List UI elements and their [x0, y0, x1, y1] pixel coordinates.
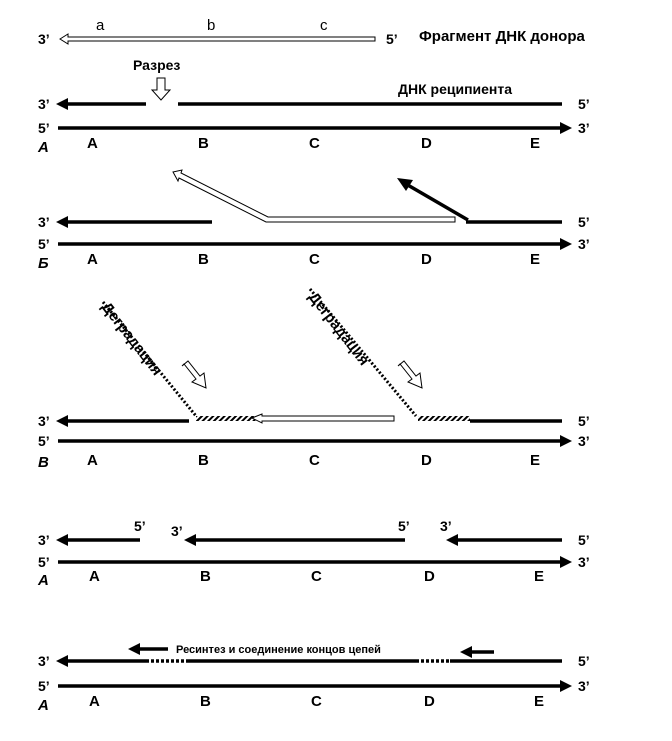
- degradation-label-right: Деградация: [304, 288, 373, 369]
- panel-a-cut: [37, 57, 590, 156]
- end-5-bottom-left: 5’: [38, 554, 50, 570]
- locus-b: B: [200, 693, 211, 710]
- end-5-segment-1: 5’: [134, 518, 146, 534]
- locus-d: D: [424, 568, 435, 585]
- donor-mark-c: c: [320, 17, 328, 34]
- end-3-top-left: 3’: [38, 653, 50, 669]
- degraded-segment-left: [196, 416, 256, 421]
- end-5-top-right: 5’: [578, 96, 590, 112]
- panel-nicks: [37, 518, 590, 589]
- end-5-top-right: 5’: [578, 653, 590, 669]
- resynthesis-label: Ресинтез и соединение концов цепей: [176, 644, 381, 656]
- donor-end-right: 5’: [386, 31, 398, 47]
- locus-e: E: [530, 251, 541, 268]
- end-5-bottom-left: 5’: [38, 678, 50, 694]
- top-strand-arrowhead: [56, 216, 68, 228]
- resynthesis-arrowhead-left: [128, 643, 140, 655]
- bottom-strand-arrowhead: [560, 435, 572, 447]
- end-3-bottom-right: 3’: [578, 120, 590, 136]
- end-3-bottom-right: 3’: [578, 236, 590, 252]
- end-5-segment-2: 5’: [398, 518, 410, 534]
- locus-d: D: [421, 251, 432, 268]
- locus-a: A: [89, 568, 100, 585]
- end-3-top-left: 3’: [38, 214, 50, 230]
- end-5-top-right: 5’: [578, 413, 590, 429]
- locus-d: D: [421, 135, 432, 152]
- resynthesis-arrowhead-right: [460, 646, 472, 658]
- end-3-bottom-right: 3’: [578, 554, 590, 570]
- recipient-label: ДНК реципиента: [398, 81, 513, 97]
- locus-a: A: [89, 693, 100, 710]
- locus-e: E: [530, 452, 541, 469]
- donor-strand-integrated: [252, 414, 394, 423]
- panel-b-invasion: [38, 170, 590, 272]
- locus-a: A: [87, 251, 98, 268]
- segment-2-arrowhead: [184, 534, 196, 546]
- bottom-strand-arrowhead: [560, 238, 572, 250]
- locus-b: B: [198, 452, 209, 469]
- locus-c: C: [311, 568, 322, 585]
- end-3-segment-3: 3’: [440, 518, 452, 534]
- end-5-top-right: 5’: [578, 214, 590, 230]
- end-5-bottom-left: 5’: [38, 120, 50, 136]
- locus-d: D: [424, 693, 435, 710]
- end-3-bottom-right: 3’: [578, 433, 590, 449]
- end-3-top-left: 3’: [38, 96, 50, 112]
- segment-3-arrowhead: [446, 534, 458, 546]
- donor-end-left: 3’: [38, 31, 50, 47]
- end-3-top-left: 3’: [38, 413, 50, 429]
- segment-1-arrowhead: [56, 534, 68, 546]
- locus-a: A: [87, 452, 98, 469]
- donor-strand-arrow: [60, 34, 375, 44]
- donor-mark-a: a: [96, 17, 105, 34]
- locus-e: E: [530, 135, 541, 152]
- locus-b: B: [198, 251, 209, 268]
- panel-v-degradation: [38, 289, 590, 471]
- panel-letter: Б: [38, 255, 49, 272]
- displaced-strand-arrowhead: [397, 178, 413, 191]
- end-5-segment-3: 5’: [578, 532, 590, 548]
- locus-a: A: [87, 135, 98, 152]
- locus-b: B: [200, 568, 211, 585]
- degradation-label-left: Деградация: [97, 298, 166, 379]
- locus-b: B: [198, 135, 209, 152]
- degradation-arrow-right: [398, 361, 422, 388]
- donor-fragment: [38, 17, 585, 47]
- degraded-segment-right: [418, 416, 470, 421]
- bottom-strand-arrowhead: [560, 556, 572, 568]
- locus-c: C: [309, 452, 320, 469]
- displaced-strand: [406, 184, 468, 220]
- end-3-segment-1: 3’: [38, 532, 50, 548]
- donor-title: Фрагмент ДНК донора: [419, 28, 585, 45]
- panel-letter: В: [38, 454, 49, 471]
- bottom-strand-arrowhead: [560, 122, 572, 134]
- top-strand-arrowhead: [56, 415, 68, 427]
- cut-label: Разрез: [133, 57, 181, 73]
- bottom-strand-arrowhead: [560, 680, 572, 692]
- panel-letter: А: [38, 697, 49, 714]
- end-5-bottom-left: 5’: [38, 236, 50, 252]
- locus-d: D: [421, 452, 432, 469]
- end-3-bottom-right: 3’: [578, 678, 590, 694]
- locus-c: C: [311, 693, 322, 710]
- donor-mark-b: b: [207, 17, 216, 34]
- locus-c: C: [309, 135, 320, 152]
- top-strand-arrowhead: [56, 655, 68, 667]
- locus-c: C: [309, 251, 320, 268]
- degradation-arrow-left: [182, 361, 206, 388]
- donor-strand-invading: [173, 170, 455, 222]
- panel-letter: А: [38, 572, 49, 589]
- locus-e: E: [534, 568, 545, 585]
- end-3-segment-2: 3’: [171, 523, 183, 539]
- panel-letter: А: [38, 139, 49, 156]
- cut-arrow: [152, 78, 170, 100]
- end-5-bottom-left: 5’: [38, 433, 50, 449]
- locus-e: E: [534, 693, 545, 710]
- top-strand-arrowhead: [56, 98, 68, 110]
- panel-resynthesis: [37, 643, 590, 714]
